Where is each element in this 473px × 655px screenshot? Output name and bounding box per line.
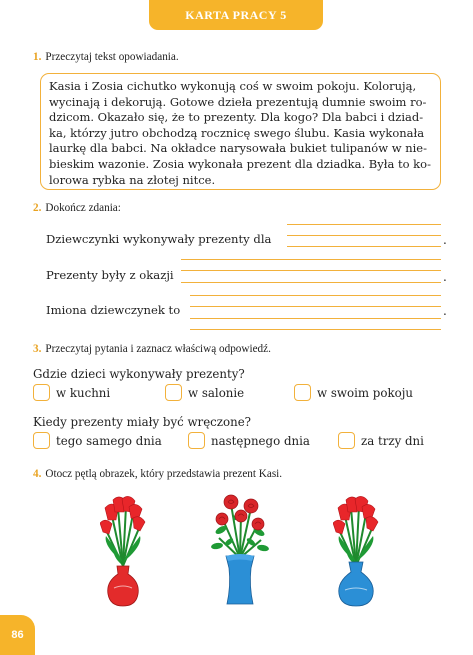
option-label: następnego dnia bbox=[211, 433, 310, 448]
task-4-instruction: Otocz pętlą obrazek, który przedstawia prezent Kasi. bbox=[45, 468, 283, 480]
option-label: w swoim pokoju bbox=[317, 385, 413, 400]
checkbox[interactable] bbox=[294, 384, 311, 401]
tulips-blue-vase-icon[interactable] bbox=[333, 496, 379, 608]
task-2-number: 2. bbox=[33, 202, 42, 214]
answer-line[interactable] bbox=[287, 224, 441, 225]
sentence-3-start: Imiona dziewczynek to bbox=[46, 303, 181, 317]
task-2-instruction: Dokończ zdania: bbox=[45, 202, 121, 214]
answer-line[interactable] bbox=[190, 318, 441, 319]
tulips-red-vase-icon[interactable] bbox=[100, 496, 146, 608]
checkbox[interactable] bbox=[33, 384, 50, 401]
story-line: ka, którzy jutro obchodzą rocznicę swego ślubu. Kasia wykonała bbox=[49, 125, 425, 140]
option-label: za trzy dni bbox=[361, 433, 424, 448]
story-line: wycinają i dekorują. Gotowe dzieła prezentują dumnie swoim ro- bbox=[49, 94, 427, 109]
task-3-number: 3. bbox=[33, 343, 42, 355]
story-line: laurkę dla babci. Na okładce narysowała bukiet tulipanów w nie- bbox=[49, 141, 427, 156]
roses-blue-vase-icon[interactable] bbox=[211, 494, 269, 606]
option-w-kuchni[interactable] bbox=[33, 384, 110, 401]
answer-line[interactable] bbox=[181, 270, 441, 271]
answer-line[interactable] bbox=[181, 259, 441, 260]
checkbox[interactable] bbox=[165, 384, 182, 401]
checkbox[interactable] bbox=[338, 432, 355, 449]
story-line: Kasia i Zosia cichutko wykonują coś w swoim pokoju. Kolorują, bbox=[49, 79, 417, 93]
answer-line[interactable] bbox=[190, 306, 441, 307]
option-w-swoim-pokoju[interactable] bbox=[294, 384, 413, 401]
answer-line[interactable] bbox=[287, 235, 441, 236]
worksheet-title: KARTA PRACY 5 bbox=[149, 0, 323, 30]
task-1-heading bbox=[33, 51, 179, 63]
question-1: Gdzie dzieci wykonywały prezenty? bbox=[33, 367, 245, 381]
option-za-trzy-dni[interactable] bbox=[338, 432, 424, 449]
sentence-period: . bbox=[443, 233, 447, 247]
sentence-period: . bbox=[443, 270, 447, 284]
task-3-heading bbox=[33, 343, 271, 355]
sentence-2-start: Prezenty były z okazji bbox=[46, 268, 174, 282]
task-2-heading bbox=[33, 202, 121, 214]
answer-line[interactable] bbox=[181, 282, 441, 283]
task-3-instruction: Przeczytaj pytania i zaznacz właściwą odpowiedź. bbox=[45, 343, 271, 355]
option-label: w salonie bbox=[188, 385, 245, 400]
task-4-heading bbox=[33, 468, 282, 480]
option-w-salonie[interactable] bbox=[165, 384, 244, 401]
task-4-number: 4. bbox=[33, 468, 42, 480]
page-number: 86 bbox=[0, 615, 35, 655]
sentence-period: . bbox=[443, 304, 447, 318]
story-line: dzicom. Okazało się, że to prezenty. Dla kogo? Dla babci i dziad- bbox=[49, 110, 424, 125]
task-1-number: 1. bbox=[33, 51, 42, 63]
story-line: lorowa rybka na złotej nitce. bbox=[49, 172, 216, 187]
checkbox[interactable] bbox=[33, 432, 50, 449]
answer-line[interactable] bbox=[287, 246, 441, 247]
task-1-instruction: Przeczytaj tekst opowiadania. bbox=[45, 51, 179, 63]
option-label: w kuchni bbox=[56, 385, 111, 400]
sentence-1-start: Dziewczynki wykonywały prezenty dla bbox=[46, 232, 272, 246]
answer-line[interactable] bbox=[190, 295, 441, 296]
question-2: Kiedy prezenty miały być wręczone? bbox=[33, 415, 252, 429]
option-nastepnego-dnia[interactable] bbox=[188, 432, 310, 449]
option-label: tego samego dnia bbox=[56, 433, 162, 448]
option-tego-samego-dnia[interactable] bbox=[33, 432, 162, 449]
story-line: bieskim wazonie. Zosia wykonała prezent dla dziadka. Była to ko- bbox=[49, 156, 431, 171]
checkbox[interactable] bbox=[188, 432, 205, 449]
story-text-box bbox=[40, 73, 441, 190]
answer-line[interactable] bbox=[190, 329, 441, 330]
